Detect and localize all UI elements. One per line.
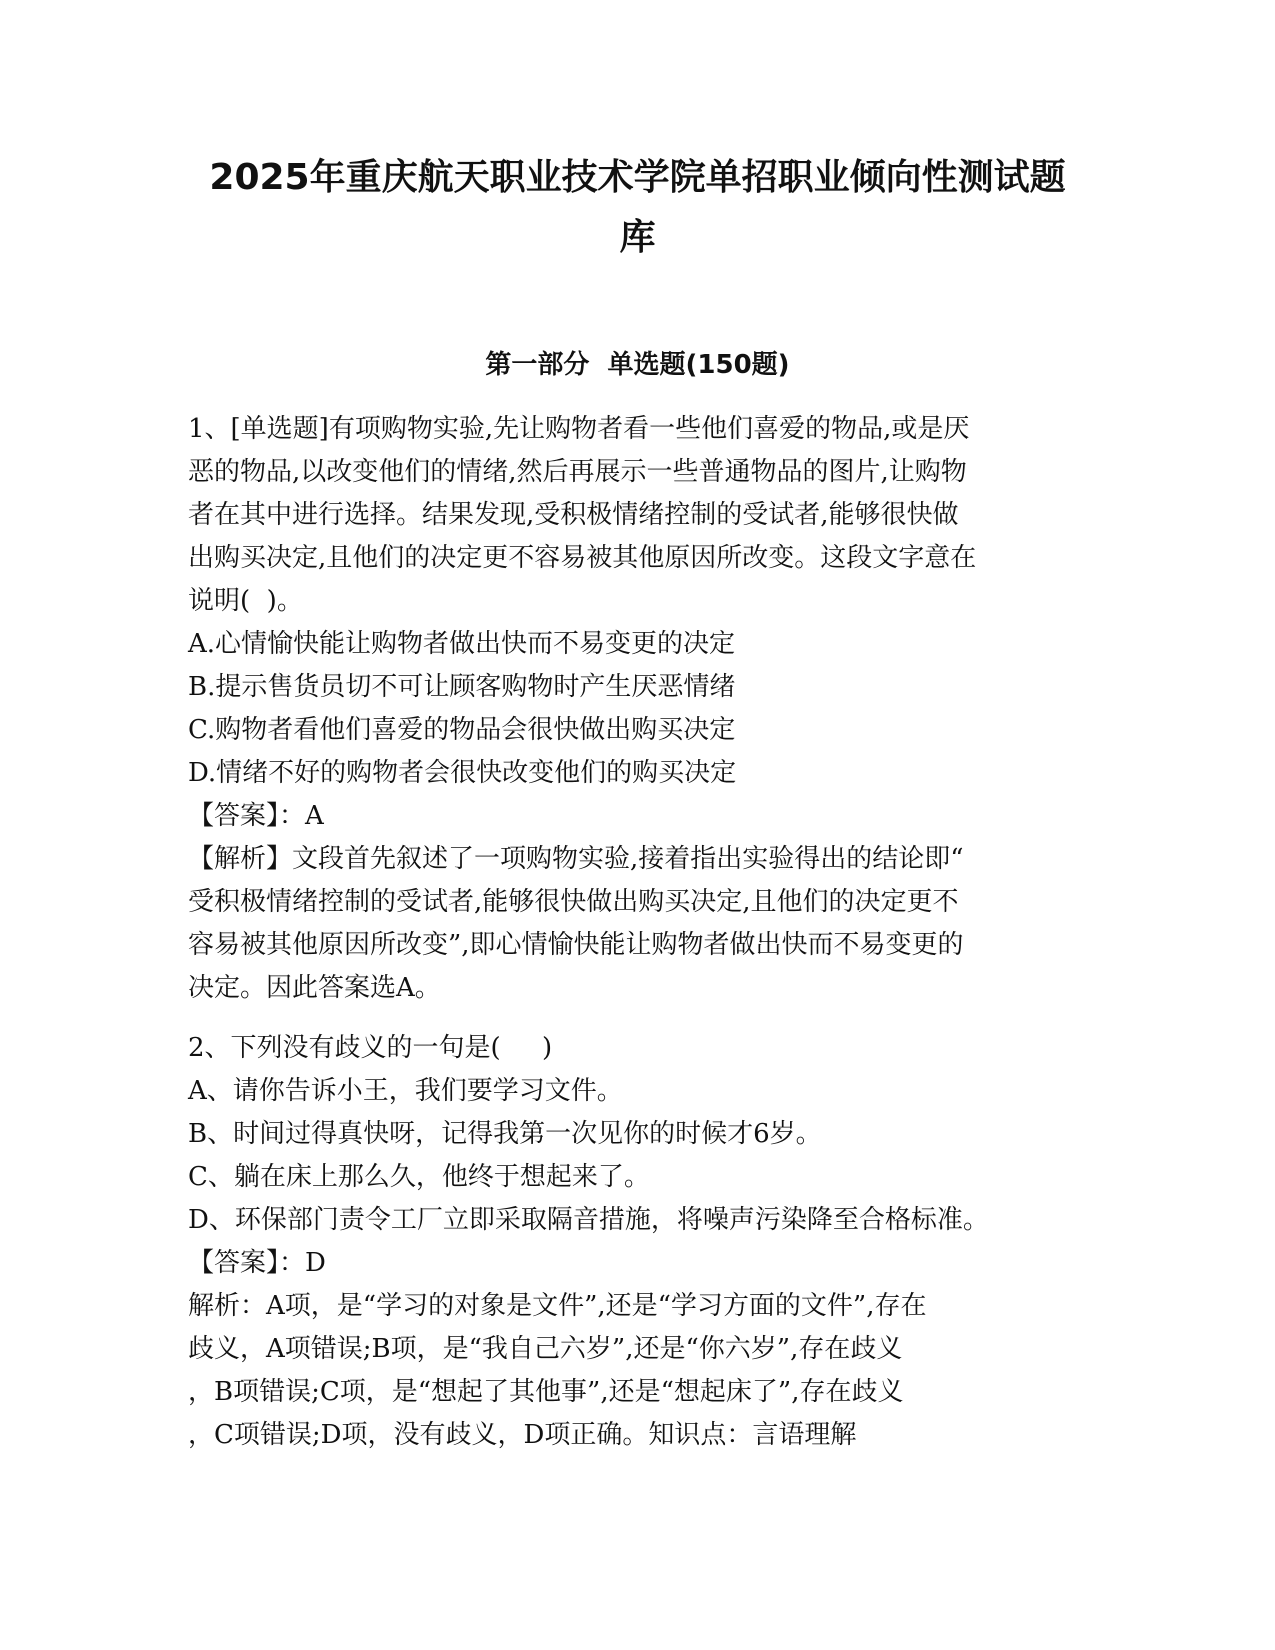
analysis-line: ，C项错误;D项，没有歧义，D项正确。知识点：言语理解 [188, 1420, 857, 1450]
question-stem-line: 恶的物品,以改变他们的情绪,然后再展示一些普通物品的图片,让购物 [188, 457, 967, 487]
option-d: D.情绪不好的购物者会很快改变他们的购买决定 [188, 758, 737, 788]
option-b: B、时间过得真快呀，记得我第一次见你的时候才6岁。 [188, 1119, 822, 1149]
question-1 [188, 408, 1093, 1010]
question-stem-line: 者在其中进行选择。结果发现,受积极情绪控制的受试者,能够很快做 [188, 500, 959, 530]
option-c: C、躺在床上那么久，他终于想起来了。 [188, 1162, 650, 1192]
option-c: C.购物者看他们喜爱的物品会很快做出购买决定 [188, 715, 736, 745]
question-2 [188, 1027, 1093, 1457]
question-2-stem [188, 1027, 1093, 1070]
question-stem-line: 1、[单选题]有项购物实验,先让购物者看一些他们喜爱的物品,或是厌 [188, 414, 970, 444]
document-title-line-2: 库 [619, 217, 656, 258]
analysis-line: 决定。因此答案选A。 [188, 973, 441, 1003]
option-a: A、请你告诉小王，我们要学习文件。 [188, 1076, 623, 1106]
option-d: D、环保部门责令工厂立即采取隔音措施，将噪声污染降至合格标准。 [188, 1205, 989, 1235]
option-a: A.心情愉快能让购物者做出快而不易变更的决定 [188, 629, 736, 659]
analysis-line: ，B项错误;C项，是“想起了其他事”,还是“想起床了”,存在歧义 [188, 1377, 904, 1407]
question-1-answer: 【答案】：A [188, 801, 324, 831]
question-1-options [188, 623, 1093, 795]
section-title: 第一部分 单选题(150题) [485, 350, 790, 380]
analysis-line: 容易被其他原因所改变”,即心情愉快能让购物者做出快而不易变更的 [188, 930, 964, 960]
question-1-analysis [188, 838, 1093, 1010]
question-stem-line: 说明( )。 [188, 586, 303, 616]
question-list [188, 408, 1093, 1457]
analysis-line: 解析：A项，是“学习的对象是文件”,还是“学习方面的文件”,存在 [188, 1291, 927, 1321]
analysis-line: 受积极情绪控制的受试者,能够很快做出购买决定,且他们的决定更不 [188, 887, 959, 917]
document-title-line-1: 2025年重庆航天职业技术学院单招职业倾向性测试题 [209, 157, 1066, 198]
option-b: B.提示售货员切不可让顾客购物时产生厌恶情绪 [188, 672, 736, 702]
question-1-stem [188, 408, 1093, 623]
analysis-line: 【解析】文段首先叙述了一项购物实验,接着指出实验得出的结论即“ [188, 844, 964, 874]
question-2-analysis [188, 1285, 1093, 1457]
question-stem-line: 2、下列没有歧义的一句是( ) [188, 1033, 553, 1063]
question-2-answer: 【答案】：D [188, 1248, 326, 1278]
analysis-line: 歧义，A项错误;B项，是“我自己六岁”,还是“你六岁”,存在歧义 [188, 1334, 903, 1364]
document-title [180, 148, 1095, 268]
question-2-options [188, 1070, 1093, 1242]
question-stem-line: 出购买决定,且他们的决定更不容易被其他原因所改变。这段文字意在 [188, 543, 977, 573]
